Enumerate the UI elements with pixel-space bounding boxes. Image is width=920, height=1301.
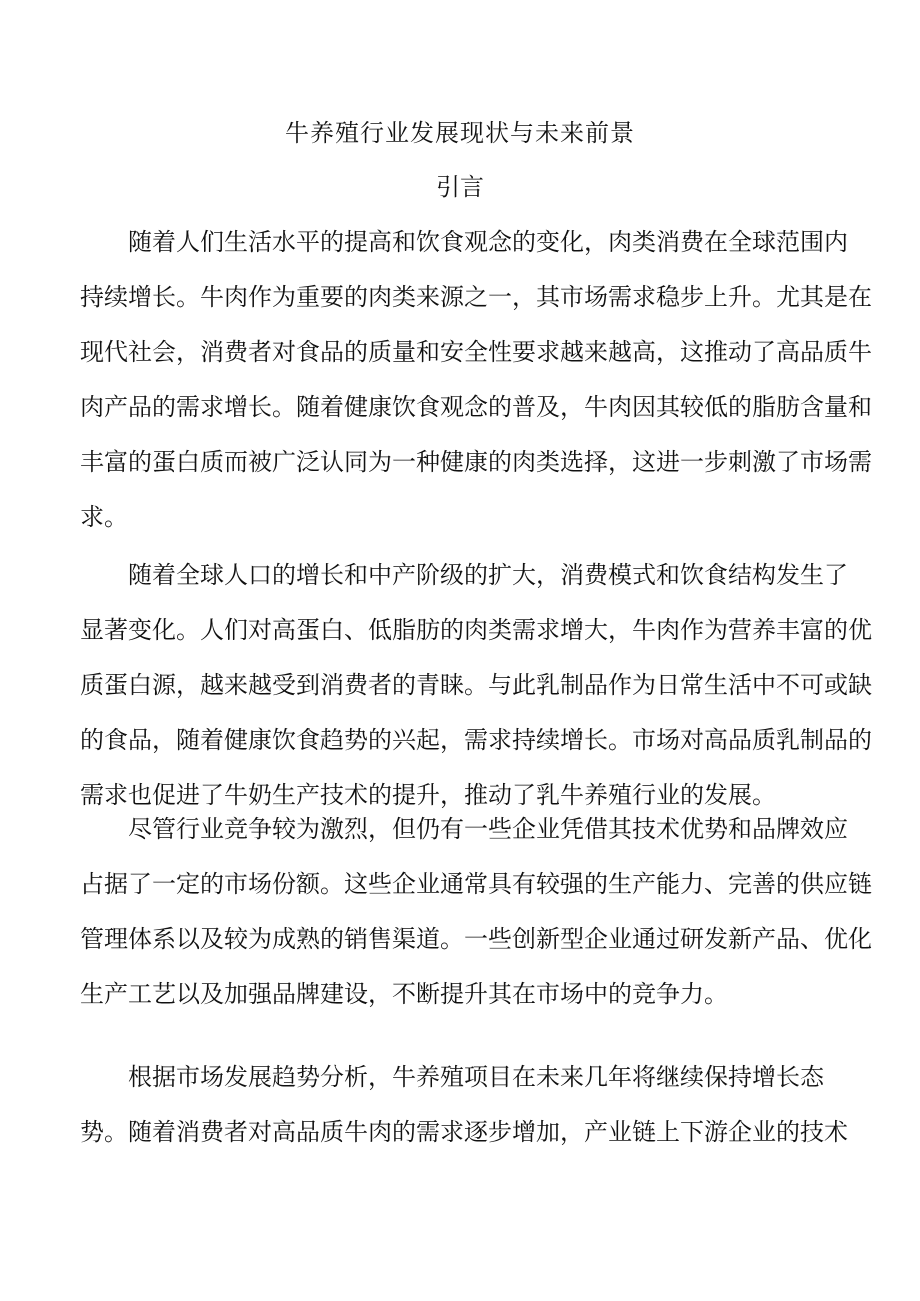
paragraph-1 (80, 215, 872, 545)
paragraph-line: 求。 (80, 503, 128, 531)
paragraph-line: 需求也促进了牛奶生产技术的提升，推动了乳牛养殖行业的发展。 (80, 781, 776, 809)
paragraph-4 (80, 1050, 848, 1160)
paragraph-line: 肉产品的需求增长。随着健康饮食观念的普及，牛肉因其较低的脂肪含量和 (80, 393, 872, 421)
paragraph-line: 丰富的蛋白质而被广泛认同为一种健康的肉类选择，这进一步刺激了市场需 (80, 448, 872, 476)
paragraph-3 (80, 802, 872, 1022)
paragraph-line: 随着人们生活水平的提高和饮食观念的变化，肉类消费在全球范围内 (128, 228, 848, 256)
paragraph-line: 质蛋白源，越来越受到消费者的青睐。与此乳制品作为日常生活中不可或缺 (80, 671, 872, 699)
paragraph-line: 管理体系以及较为成熟的销售渠道。一些创新型企业通过研发新产品、优化 (80, 925, 872, 953)
section-heading: 引言 (436, 173, 484, 201)
paragraph-line: 显著变化。人们对高蛋白、低脂肪的肉类需求增大，牛肉作为营养丰富的优 (80, 616, 872, 644)
paragraph-line: 持续增长。牛肉作为重要的肉类来源之一，其市场需求稳步上升。尤其是在 (80, 283, 872, 311)
paragraph-line: 生产工艺以及加强品牌建设，不断提升其在市场中的竞争力。 (80, 980, 728, 1008)
paragraph-line: 势。随着消费者对高品质牛肉的需求逐步增加，产业链上下游企业的技术 (80, 1118, 848, 1146)
paragraph-line: 的食品，随着健康饮食趋势的兴起，需求持续增长。市场对高品质乳制品的 (80, 726, 872, 754)
paragraph-line: 根据市场发展趋势分析，牛养殖项目在未来几年将继续保持增长态 (128, 1063, 824, 1091)
paragraph-line: 占据了一定的市场份额。这些企业通常具有较强的生产能力、完善的供应链 (80, 870, 872, 898)
paragraph-line: 现代社会，消费者对食品的质量和安全性要求越来越高，这推动了高品质牛 (80, 338, 872, 366)
paragraph-line: 尽管行业竞争较为激烈，但仍有一些企业凭借其技术优势和品牌效应 (128, 815, 848, 843)
paragraph-2 (80, 548, 872, 823)
paragraph-line: 随着全球人口的增长和中产阶级的扩大，消费模式和饮食结构发生了 (128, 561, 848, 589)
document-title: 牛养殖行业发展现状与未来前景 (285, 119, 635, 147)
